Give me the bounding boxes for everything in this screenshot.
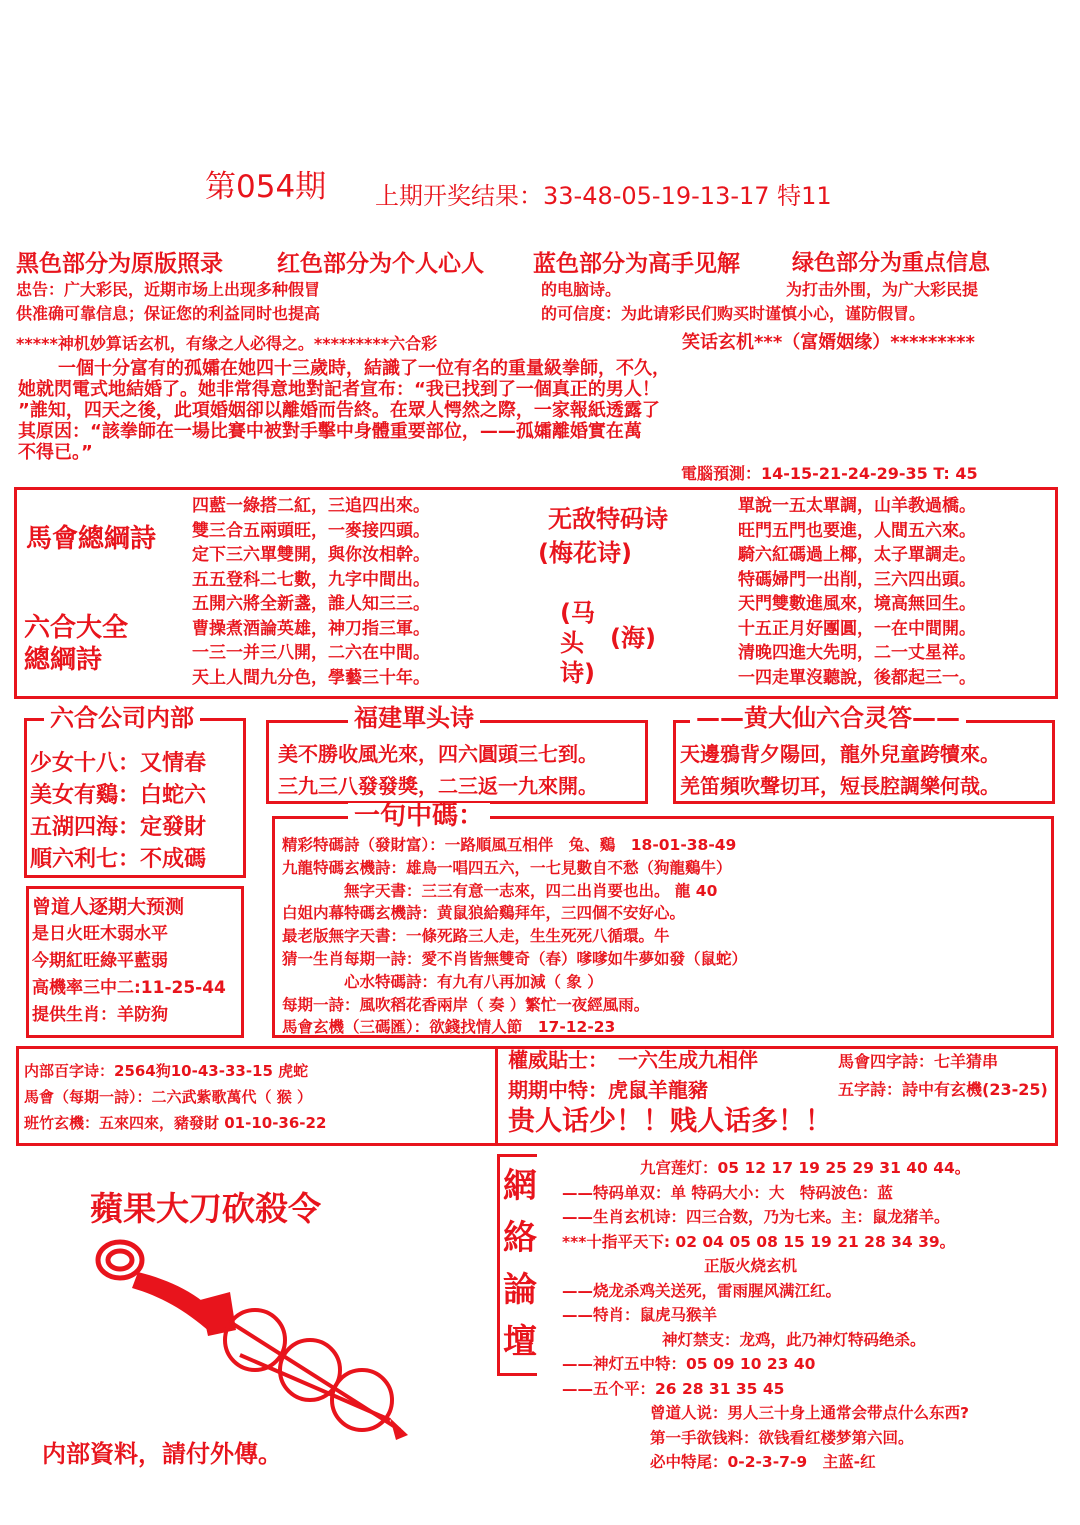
fujian-line: 三九三八發發獎，二三返一九來開。 bbox=[278, 774, 598, 798]
legend-black: 黑色部分为原版照录 bbox=[16, 251, 223, 277]
notice-line-2: 的电脑诗。 bbox=[541, 280, 622, 299]
zeng-line: 是日火旺木弱水平 bbox=[32, 924, 168, 944]
internal-line: 馬會（每期一詩）：二六武紫歌萬代（ 猴 ） bbox=[24, 1088, 312, 1106]
knife-footer: 内部資料，請付外傳。 bbox=[42, 1440, 282, 1468]
poem-mid-horse: (马头诗) bbox=[560, 599, 595, 687]
forum-title: 網絡論壇 bbox=[503, 1166, 537, 1362]
yiju-line: 九龍特碼玄機詩：雄鳥一唱四五六，一七見數自不愁（狗龍鷄牛） bbox=[282, 858, 732, 877]
zeng-line: 提供生肖：羊防狗 bbox=[32, 1005, 168, 1025]
internal-line: 班竹玄機：五來四來，豬發財 01-10-36-22 bbox=[24, 1114, 327, 1132]
joke-header-right: 笑话玄机***（富婿姻缘）********* bbox=[682, 332, 975, 353]
yiju-line: 心水特碼詩：有九有八再加減（ 象 ） bbox=[282, 972, 603, 991]
inner-line: 五湖四海：定發財 bbox=[30, 815, 207, 840]
joke-body bbox=[18, 358, 670, 463]
internal-hundred bbox=[24, 1058, 326, 1136]
yiju-line: 精彩特碼詩（發財富）：一路順風互相伴 兔、鷄 18-01-38-49 bbox=[282, 836, 737, 854]
poem-line: 定下三六單雙開，與你汝相幹。 bbox=[192, 545, 430, 565]
yiju-lines bbox=[282, 834, 747, 1039]
period-special: 期期中特：虎鼠羊龍豬 bbox=[508, 1078, 708, 1102]
zeng-line: 今期紅旺綠平藍弱 bbox=[32, 951, 168, 971]
fujian-lines bbox=[278, 738, 598, 802]
notice-line-1: 忠告：广大彩民，近期市场上出现多种假冒 bbox=[16, 280, 321, 299]
issue-number: 第054期 bbox=[205, 169, 327, 205]
forum-line: 正版火烧玄机 bbox=[704, 1257, 798, 1275]
notice-line-4: 供准确可靠信息；保证您的利益同时也提高 bbox=[16, 304, 321, 323]
fujian-line: 美不勝收風光來，四六圓頭三七到。 bbox=[278, 742, 598, 766]
huang-line: 羌笛頻吹聲切耳，短長腔調樂何哉。 bbox=[680, 774, 1000, 798]
yiju-line: 最老版無字天書：一條死路三人走，生生死死八循環。牛 bbox=[282, 927, 670, 946]
forum-line: 九宫莲灯：05 12 17 19 25 29 31 40 44。 bbox=[640, 1159, 971, 1177]
forum-line: 必中特尾：0-2-3-7-9 主蓝-红 bbox=[650, 1453, 876, 1471]
joke-header-left: *****神机妙算话玄机，有缘之人必得之。*********六合彩 bbox=[16, 334, 438, 353]
poem-line: 五五登科二七數，九字中間出。 bbox=[192, 569, 430, 590]
joke-line: 一個十分富有的孤孀在她四十三歲時，結識了一位有名的重量級拳師，不久， bbox=[58, 358, 670, 379]
inner-line: 順六利七：不成碼 bbox=[30, 847, 207, 872]
legend-green: 绿色部分为重点信息 bbox=[792, 251, 991, 276]
yiju-line: 猜一生肖每期一詩：愛不肖皆無雙奇（春）嗲嗲如牛夢如發（鼠蛇） bbox=[282, 949, 748, 968]
lower-divider bbox=[495, 1046, 498, 1146]
joke-line: 她就閃電式地結婚了。她非常得意地對記者宣布：“我已找到了一個真正的男人！ bbox=[18, 379, 660, 400]
poem-line: 旺門五門也要進，人間五六來。 bbox=[738, 520, 976, 541]
forum-line: ——特码单双：单 特码大小：大 特码波色：蓝 bbox=[562, 1183, 893, 1202]
zeng-line: 高機率三中二:11-25-44 bbox=[32, 978, 226, 998]
poem-line: 十五正月好團圓，一在中間開。 bbox=[738, 618, 976, 639]
legend-blue: 蓝色部分为高手见解 bbox=[533, 251, 740, 277]
forum-line: ***十指平天下: 02 04 05 08 15 19 21 28 34 39。 bbox=[562, 1232, 956, 1251]
notice-line-3: 为打击外围，为广大彩民提 bbox=[786, 280, 979, 299]
poem-line: 曹操煮酒論英雄，神刀指三軍。 bbox=[192, 618, 430, 639]
huangdaxian-title: ——黄大仙六合灵答—— bbox=[690, 706, 966, 730]
poem-right-lines bbox=[738, 494, 976, 690]
computer-forecast: 電腦預測：14-15-21-24-29-35 T: 45 bbox=[681, 464, 978, 483]
joke-line: ”誰知，四天之後，此項婚姻卻以離婚而告終。在眾人愕然之際，一家報紙透露了 bbox=[18, 400, 660, 421]
zeng-lines bbox=[32, 894, 226, 1029]
authority-tip: 權威貼士： 一六生成九相伴 bbox=[508, 1048, 758, 1072]
forum-line: ——神灯五中特：05 09 10 23 40 bbox=[562, 1355, 816, 1373]
joke-line: 其原因：“該拳師在一場比賽中被對手擊中身體重要部位，——孤孀離婚實在萬 bbox=[18, 421, 642, 442]
huang-line: 天邊鴉背夕陽回，龍外兒童跨犢來。 bbox=[680, 742, 1000, 766]
poem-line: 四藍一綠搭二紅，三追四出來。 bbox=[192, 496, 430, 516]
poem-left-lines bbox=[192, 494, 430, 690]
inner-line: 少女十八：又情春 bbox=[30, 751, 207, 776]
slogan: 贵人话少！！贱人话多！！ bbox=[508, 1106, 832, 1137]
poem-mid-sea: (海) bbox=[610, 624, 656, 652]
yiju-title: 一句中碼： bbox=[348, 803, 490, 829]
forum-line: 第一手欲钱料：欲钱看红楼梦第六回。 bbox=[650, 1428, 914, 1447]
poem-line: 特碼婦門一出削，三六四出頭。 bbox=[738, 569, 976, 590]
poem-line: 騎六紅碼過上椰，太子單調走。 bbox=[738, 545, 976, 565]
yiju-line: 無字天書：三三有意一志來，四二出肖要也出。 龍 40 bbox=[282, 881, 718, 900]
forum-line: ——烧龙杀鸡关送死，雷雨腥风满江红。 bbox=[562, 1281, 842, 1300]
joke-line: 不得已。” bbox=[18, 442, 93, 463]
yiju-line: 馬會玄機（三碼匯）：欲錢找情人節 17-12-23 bbox=[282, 1018, 616, 1037]
forum-lines bbox=[558, 1156, 970, 1475]
poem-line: 天門雙數進風來，境高無回生。 bbox=[738, 594, 976, 614]
poem-mid-title: 无敌特码诗 bbox=[548, 505, 668, 533]
yiju-line: 每期一詩：風吹稻花香兩岸（ 奏 ）繁忙一夜經風雨。 bbox=[282, 995, 650, 1014]
inner-line: 美女有鷄：白蛇六 bbox=[30, 783, 207, 808]
fujian-title: 福建單头诗 bbox=[348, 706, 480, 730]
zeng-title: 曾道人逐期大预测 bbox=[32, 896, 185, 918]
poem-title-liuhe: 六合大全總綱詩 bbox=[24, 613, 129, 675]
forum-line: ——特肖：鼠虎马猴羊 bbox=[562, 1306, 718, 1324]
authority-tip-b: 馬會四字詩：七羊猜串 bbox=[838, 1052, 999, 1071]
yiju-line: 白姐内幕特碼玄機詩：黄鼠狼給鷄拜年，三四個不安好心。 bbox=[282, 904, 686, 923]
knife-illustration-icon bbox=[90, 1230, 430, 1450]
poem-line: 雙三合五兩頭旺，一麥接四頭。 bbox=[192, 520, 430, 541]
poem-line: 單說一五太單調，山羊教過橋。 bbox=[738, 496, 976, 516]
poem-mid-sub: (梅花诗) bbox=[538, 539, 632, 567]
forum-line: ——生肖玄机诗：四三合数，乃为七来。主：鼠龙猪羊。 bbox=[562, 1208, 950, 1226]
poem-line: 天上人間九分色，學藝三十年。 bbox=[192, 667, 430, 688]
poem-line: 五開六將全新盞，誰人知三三。 bbox=[192, 594, 430, 614]
knife-title: 蘋果大刀砍殺令 bbox=[90, 1189, 321, 1228]
huangdaxian-lines bbox=[680, 738, 1000, 802]
poem-line: 一三一并三八開，二六在中間。 bbox=[192, 643, 430, 663]
notice-line-5: 的可信度：为此请彩民们购买时谨慎小心，谨防假冒。 bbox=[541, 304, 926, 323]
five-word-poem: 五字詩：詩中有玄機(23-25) bbox=[838, 1080, 1048, 1099]
inner-company-lines bbox=[30, 748, 206, 876]
poem-line: 清晚四進大先明，二一丈星祥。 bbox=[738, 643, 976, 663]
inner-company-title: 六合公司内部 bbox=[44, 706, 200, 730]
poem-title-mahui: 馬會總綱詩 bbox=[26, 524, 157, 554]
previous-result: 上期开奖结果：33-48-05-19-13-17 特11 bbox=[375, 182, 832, 210]
forum-line: ——五个平：26 28 31 35 45 bbox=[562, 1379, 785, 1398]
internal-line: 内部百字诗：2564狗10-43-33-15 虎蛇 bbox=[24, 1062, 309, 1080]
poem-line: 一四走單沒聽說，後都起三一。 bbox=[738, 667, 976, 688]
legend-red: 红色部分为个人心人 bbox=[277, 251, 484, 277]
forum-line: 曾道人说：男人三十身上通常会带点什么东西? bbox=[650, 1404, 969, 1422]
forum-line: 神灯禁支：龙鸡，此乃神灯特码绝杀。 bbox=[662, 1330, 926, 1349]
